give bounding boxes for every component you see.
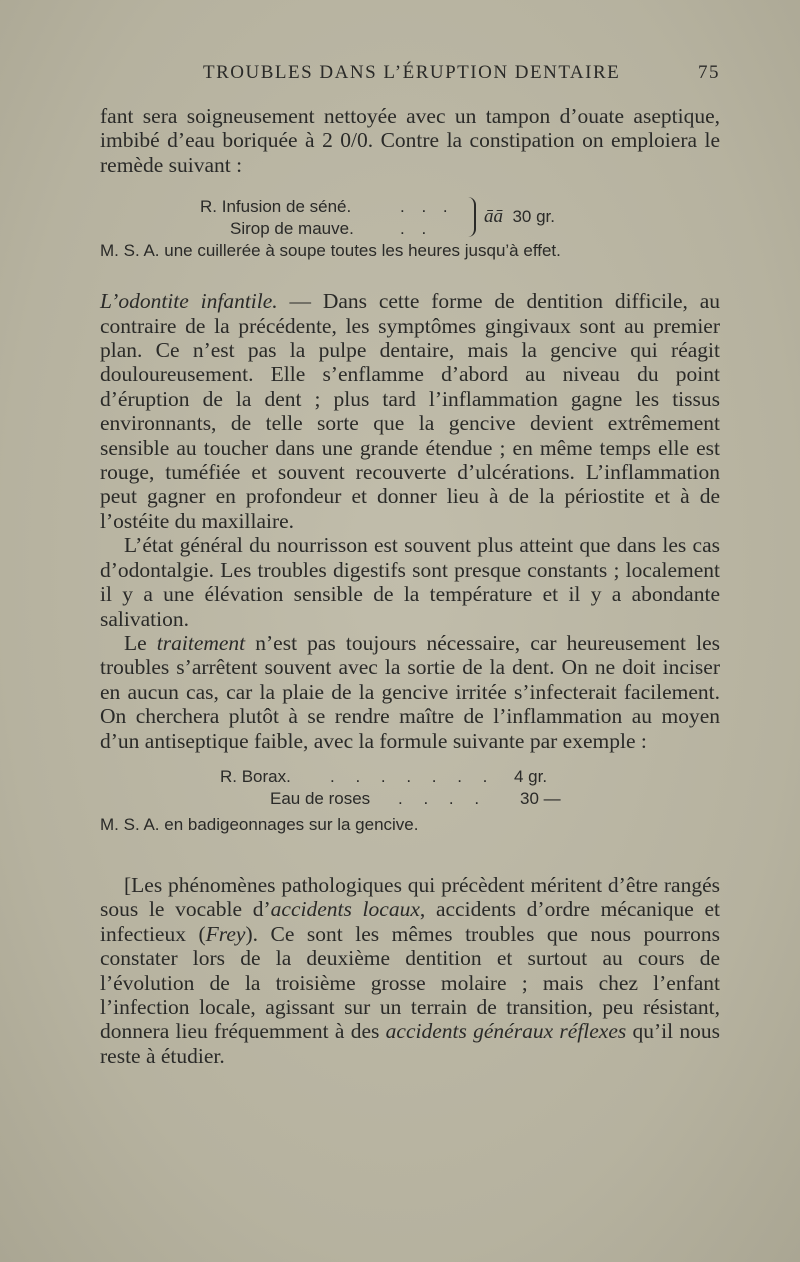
page-number: 75 — [698, 62, 720, 83]
recipe-senna — [100, 197, 720, 239]
paragraph-intro: fant sera soigneusement nettoyée avec un tampon d’ouate aseptique, imbibé d’eau boriquée à 2 0/0. Contre la constipation on emploiera le remède suivant : — [100, 104, 720, 177]
term-frey: Frey — [205, 921, 246, 946]
paragraph-traitement — [100, 631, 720, 753]
recipe-instruction: M. S. A. en badigeonnages sur la gencive. — [100, 814, 419, 834]
paragraph-text: ). Ce sont les mêmes troubles que nous pourrons constater lors de la deuxième dentition et surtout au cours de l’évolution de la troisième grosse molaire ; mais chez l’enfant l’infection locale, agissant sur un terrain de transition, peu résistant, donnera lieu fréquemment à des — [100, 921, 720, 1044]
recipe-instruction: M. S. A. une cuillerée à soupe toutes les heures jusqu’à effet. — [100, 241, 561, 261]
recipe-line: Eau de roses — [270, 788, 371, 808]
paragraph-etat: L’état général du nourrisson est souvent plus atteint que dans les cas d’odontalgie. Les troubles digestifs sont presque constants ; localement il y a une élévation sensible de la température et il y a abondante salivation. — [100, 533, 720, 631]
paragraph-text: — Dans cette forme de dentition difficile, au contraire de la précédente, les symptômes gingivaux sont au premier plan. Ce n’est pas la pulpe dentaire, mais la gencive qui réagit douloureusement. Elle s’enflamme d’abord au niveau du point d’éruption de la dent ; plus tard l’inflammation gagne les tissus environnants, de telle sorte que la gencive devient extrêmement sensible au toucher dans une grande étendue ; en même temps elle est rouge, tuméfiée et souvent recouverte d’ulcérations. L’inflammation peut gagner en profondeur et donner lieu à de la périostite et à de l’ostéite du maxillaire. — [100, 289, 720, 533]
header-title: TROUBLES DANS L’ÉRUPTION DENTAIRE — [203, 62, 621, 83]
paragraph-text: [Les phénomènes pathologiques qui précèdent méritent d’être rangés sous le vocable d’ — [100, 872, 720, 922]
recipe-borax — [100, 767, 720, 811]
term-accidents-generaux: accidents généraux réflexes — [385, 1019, 627, 1044]
paragraph-final — [100, 873, 720, 1068]
brace-icon — [464, 197, 476, 237]
recipe-quantity: 30 — — [520, 788, 561, 808]
paragraph-odontite — [100, 289, 720, 533]
recipe-line: R. Infusion de séné. — [200, 197, 352, 217]
leader-dots: . . — [400, 219, 433, 239]
quantity-abbrev: āā — [484, 206, 503, 228]
recipe-quantity: 4 gr. — [514, 766, 548, 786]
term-accidents-locaux: accidents locaux — [270, 897, 420, 922]
page-body — [100, 104, 720, 1068]
running-header — [100, 62, 720, 92]
leader-dots: . . . . — [398, 788, 488, 808]
quantity-value: 30 gr. — [512, 207, 555, 227]
leader-dots: . . . — [400, 197, 454, 217]
paragraph-text: , accidents d’ordre mécanique et infectieux ( — [100, 897, 720, 946]
term-traitement: traitement — [156, 630, 246, 655]
recipe-line: Sirop de mauve. — [230, 219, 354, 239]
recipe-quantity — [484, 207, 555, 227]
paragraph-text: qu’il nous reste à étudier. — [100, 1019, 720, 1068]
term-odontite: L’odontite infantile. — [100, 289, 278, 314]
recipe-line: R. Borax. — [220, 766, 291, 786]
paragraph-prefix: Le — [124, 630, 157, 655]
leader-dots: . . . . . . . — [330, 766, 496, 786]
paragraph-text: n’est pas toujours nécessaire, car heureusement les troubles s’arrêtent souvent avec la sortie de la dent. On ne doit inciser en aucun cas, car la plaie de la gencive irritée s’infecterait facilement. On cherchera plutôt à se rendre maître de l’inflammation au moyen d’un antiseptique faible, avec la formule suivante par exemple : — [100, 630, 720, 753]
